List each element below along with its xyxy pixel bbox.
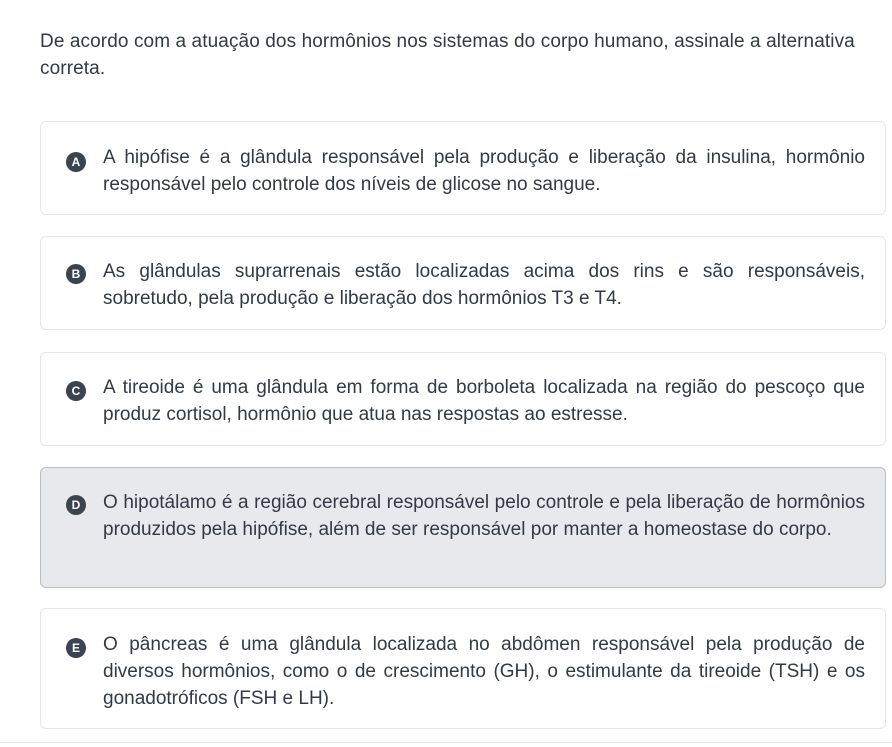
option-e[interactable]: [40, 608, 886, 729]
option-d[interactable]: [40, 467, 886, 588]
option-letter-badge: E: [66, 638, 86, 658]
option-letter-badge: A: [66, 152, 86, 172]
option-text: O pâncreas é uma glândula localizada no abdômen responsável pela produção de diversos hormônios, como o de crescimento (GH), o estimulante da tireoide (TSH) e os gonadotróficos (FSH e LH).: [103, 634, 865, 709]
option-letter-badge: D: [66, 495, 86, 515]
option-text: A tireoide é uma glândula em forma de borboleta localizada na região do pescoço que produz cortisol, hormônio que atua nas respostas ao estresse.: [103, 377, 865, 425]
option-a[interactable]: [40, 121, 886, 215]
option-letter-badge: C: [66, 381, 86, 401]
bottom-divider: [0, 742, 892, 743]
option-b[interactable]: [40, 236, 886, 330]
option-text: O hipotálamo é a região cerebral responsável pelo controle e pela liberação de hormônios produzidos pela hipófise, além de ser responsável por manter a homeostase do corpo.: [103, 492, 865, 540]
option-text: As glândulas suprarrenais estão localizadas acima dos rins e são responsáveis, sobretudo, pela produção e liberação dos hormônios T3 e T4.: [103, 261, 865, 309]
option-letter-badge: B: [66, 264, 86, 284]
question-text: De acordo com a atuação dos hormônios nos sistemas do corpo humano, assinale a alternativa correta.: [40, 31, 855, 79]
option-text: A hipófise é a glândula responsável pela produção e liberação da insulina, hormônio responsável pelo controle dos níveis de glicose no sangue.: [103, 147, 865, 195]
option-c[interactable]: [40, 352, 886, 446]
